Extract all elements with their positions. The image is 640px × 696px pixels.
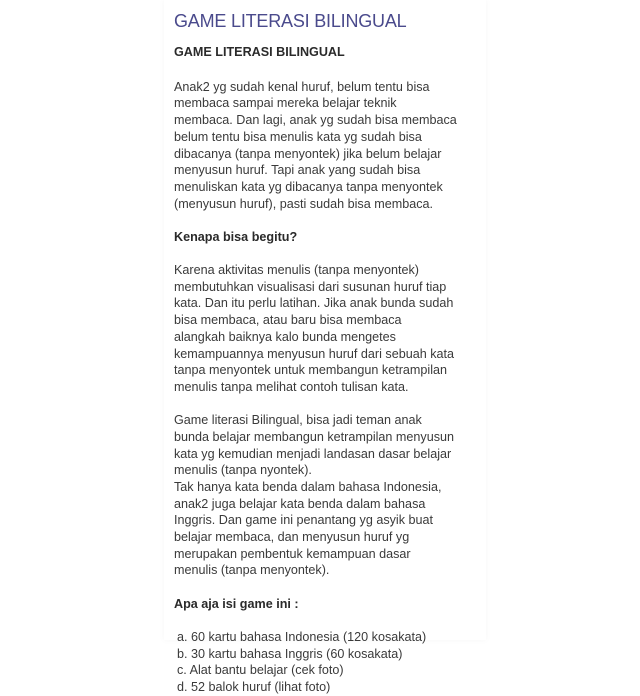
text-line: menulis (tanpa nyontek). xyxy=(174,463,312,478)
section-heading-why: Kenapa bisa begitu? xyxy=(174,229,298,244)
list-item: a. 60 kartu bahasa Indonesia (120 kosakata) xyxy=(177,629,427,644)
list-item: c. Alat bantu belajar (cek foto) xyxy=(177,663,344,678)
paragraph-game-description xyxy=(174,412,486,579)
text-line: membutuhkan visualisasi dari susunan huruf tiap xyxy=(174,279,447,294)
text-line: bunda belajar membangun ketrampilan menyusun xyxy=(174,429,455,444)
text-line: (menyusun huruf), pasti sudah bisa membaca. xyxy=(174,196,434,211)
article-page xyxy=(164,0,486,694)
text-line: menyusun huruf. Tapi anak yang sudah bisa xyxy=(174,163,421,178)
text-line: anak2 juga belajar kata benda dalam bahasa xyxy=(174,496,426,511)
text-line: menulis (tanpa menyontek). xyxy=(174,563,330,578)
text-line: kata. Dan itu perlu latihan. Jika anak bunda sudah xyxy=(174,296,454,311)
text-line: Inggris. Dan game ini penantang yg asyik buat xyxy=(174,513,434,528)
text-line: Tak hanya kata benda dalam bahasa Indonesia, xyxy=(174,479,442,494)
list-item: d. 52 balok huruf (lihat foto) xyxy=(177,680,331,694)
paragraph-intro xyxy=(174,79,486,213)
article-body xyxy=(174,44,486,696)
text-line: Anak2 yg sudah kenal huruf, belum tentu bisa xyxy=(174,79,430,94)
text-line: belajar membaca, dan menyusun huruf yg xyxy=(174,530,410,545)
contents-list xyxy=(174,629,486,696)
page-title: GAME LITERASI BILINGUAL xyxy=(174,11,407,31)
text-line: belum tentu bisa menulis kata yg sudah bisa xyxy=(174,129,422,144)
text-line: kata yg kemudian menjadi landasan dasar belajar xyxy=(174,446,452,461)
text-line: bisa membaca, atau baru bisa membaca xyxy=(174,313,402,328)
paragraph-reason xyxy=(174,262,486,396)
text-line: membaca. Dan lagi, anak yg sudah bisa membaca xyxy=(174,113,457,128)
text-line: menuliskan kata yg dibacanya tanpa menyontek xyxy=(174,179,443,194)
text-line: Game literasi Bilingual, bisa jadi teman anak xyxy=(174,413,422,428)
text-line: Karena aktivitas menulis (tanpa menyontek) xyxy=(174,263,420,278)
list-item: b. 30 kartu bahasa Inggris (60 kosakata) xyxy=(177,646,403,661)
section-heading-contents: Apa aja isi game ini : xyxy=(174,596,299,611)
text-line: alangkah baiknya kalo bunda mengetes xyxy=(174,329,396,344)
article-subtitle: GAME LITERASI BILINGUAL xyxy=(174,45,345,59)
text-line: dibacanya (tanpa menyontek) jika belum belajar xyxy=(174,146,442,161)
text-line: tanpa menyontek untuk membangun ketrampilan xyxy=(174,363,448,378)
text-line: membaca sampai mereka belajar teknik xyxy=(174,96,397,111)
text-line: merupakan pembentuk kemampuan dasar xyxy=(174,546,411,561)
text-line: kemampuannya menyusun huruf dari sebuah kata xyxy=(174,346,455,361)
text-line: menulis tanpa melihat contoh tulisan kata. xyxy=(174,379,409,394)
